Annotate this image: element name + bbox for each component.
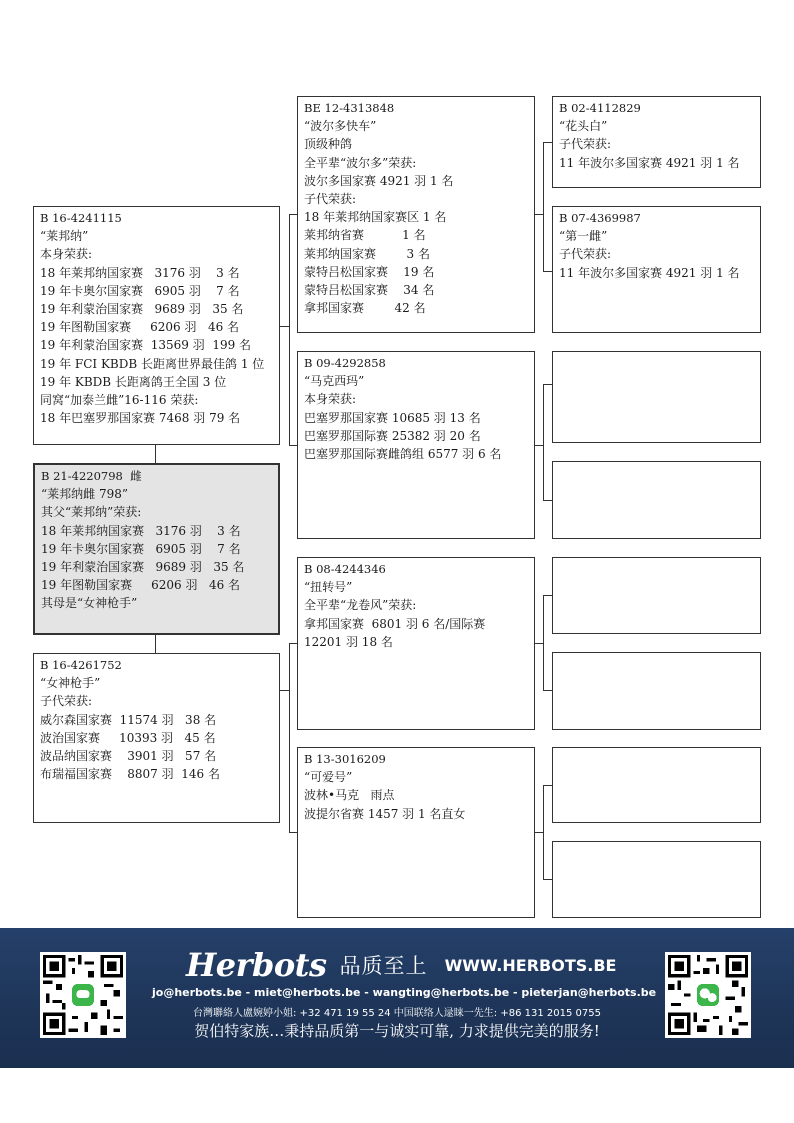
box-line: 19 年卡奥尔国家赛 6905 羽 7 名 [40,283,240,298]
box-line: B 16-4261752 [40,658,122,672]
herbots-logo: Herbots [186,946,327,984]
connector-ss-vert [543,142,544,272]
box-line: BE 12-4313848 [304,101,395,115]
box-line: 子代荣获: [40,694,93,709]
box-line: 莱邦纳省赛 1 名 [304,228,426,243]
box-line: 子代荣获: [304,192,357,207]
box-line: “莱邦纳” [40,229,89,244]
box-line: 19 年图勒国家赛 6206 羽 46 名 [40,320,240,335]
box-line: 同窝“加泰兰雌”16-116 荣获: [40,393,199,408]
box-line: 11 年波尔多国家赛 4921 羽 1 名 [559,155,740,170]
pedigree-box-ss-dam [552,206,761,333]
box-line: 拿邦国家赛 6801 羽 6 名/国际赛 [304,616,486,631]
pedigree-box-empty [552,557,761,634]
pedigree-box-empty [552,351,761,443]
pedigree-box-subject [33,463,280,635]
pedigree-box-empty [552,652,761,730]
box-line: 19 年图勒国家赛 6206 羽 46 名 [41,578,241,593]
box-line: “马克西玛” [304,374,365,389]
box-line: 19 年利蒙治国家赛 9689 羽 35 名 [40,302,244,317]
footer-tagline: 贺伯特家族…秉持品质第一与诚实可靠, 力求提供完美的服务! [194,1022,600,1040]
box-line: 莱邦纳国家赛 3 名 [304,246,430,261]
box-line: 波林•马克 雨点 [304,788,395,803]
box-line: 布瑞福国家赛 8807 羽 146 名 [40,767,220,782]
box-line: 18 年莱邦纳国家赛区 1 名 [304,210,447,225]
box-line: B 08-4244346 [304,562,386,576]
box-line: B 21-4220798 雌 [41,469,142,483]
box-line: 波提尔省赛 1457 羽 1 名直女 [304,806,466,821]
box-line: “莱邦纳雌 798” [41,487,128,502]
box-line: 19 年利蒙治国家赛 9689 羽 35 名 [41,560,245,575]
connector-sire-vert [289,214,290,446]
box-line: 拿邦国家赛 42 名 [304,301,426,316]
box-line: 顶级种鸽 [304,137,353,152]
pedigree-box-dam [33,653,280,823]
box-line: 巴塞罗那国家赛 10685 羽 13 名 [304,410,481,425]
box-line: 12201 羽 18 名 [304,634,393,649]
box-line: B 02-4112829 [559,101,641,115]
connector-dam-vert [289,643,290,833]
box-line: 巴塞罗那国际赛 25382 羽 20 名 [304,428,481,443]
box-line: “扭转号” [304,580,353,595]
box-line: B 16-4241115 [40,211,122,225]
connector-sd-vert [543,384,544,501]
box-line: 巴塞罗那国际赛雌鸽组 6577 羽 6 名 [304,447,502,462]
box-line: “女神枪手” [40,676,101,691]
box-line: 本身荣获: [304,392,357,407]
contact-phones: 台灣聯絡人盧婉婷小姐: +32 471 19 55 24 中国联络人逯睐一先生: +86 131 2015 0755 [193,1008,601,1019]
box-line: 19 年 KBDB 长距离鸽王全国 3 位 [40,374,227,389]
box-line: B 09-4292858 [304,356,386,370]
connector-ds-a [534,643,543,644]
box-line: B 07-4369987 [559,211,641,225]
box-line: 子代荣获: [559,137,612,152]
brand-row [186,946,616,984]
footer-band [0,928,794,1068]
website-link[interactable]: WWW.HERBOTS.BE [444,955,617,975]
box-line: 子代荣获: [559,247,612,262]
pedigree-box-sire-dam [297,351,535,539]
box-line: “可爱号” [304,770,353,785]
connector-sire-out [279,326,289,327]
connector-ds-vert [543,595,544,691]
pedigree-box-ss-sire [552,96,761,188]
pedigree-box-empty [552,747,761,823]
pedigree-box-empty [552,841,761,918]
box-line: 威尔森国家赛 11574 羽 38 名 [40,712,217,727]
wechat-qr-icon [665,952,751,1038]
box-line: “波尔多快车” [304,119,377,134]
box-line: 18 年莱邦纳国家赛 3176 羽 3 名 [40,265,240,280]
pedigree-box-empty [552,461,761,539]
box-line: 其父“莱邦纳”荣获: [41,505,142,520]
connector-dd-vert [543,785,544,880]
connector-dam-out [279,690,289,691]
box-line: “第一雌” [559,229,608,244]
line-app-qr-icon [40,952,126,1038]
connector-dd-a [534,832,543,833]
box-line: 19 年利蒙治国家赛 13569 羽 199 名 [40,338,252,353]
box-line: 11 年波尔多国家赛 4921 羽 1 名 [559,265,740,280]
connector-ss-a [534,214,543,215]
box-line: “花头白” [559,119,608,134]
box-line: 18 年莱邦纳国家赛 3176 羽 3 名 [41,523,241,538]
box-line: 18 年巴塞罗那国家赛 7468 羽 79 名 [40,411,241,426]
box-line: 波治国家赛 10393 羽 45 名 [40,730,216,745]
connector-sire-subject [155,444,156,463]
box-line: 其母是“女神枪手” [41,596,138,611]
box-line: 蒙特吕松国家赛 19 名 [304,264,435,279]
brand-slogan: 品质至上 [339,954,428,978]
pedigree-box-dam-dam [297,747,535,918]
box-line: 全平辈“龙卷风”荣获: [304,598,417,613]
box-line: 波品纳国家赛 3901 羽 57 名 [40,749,217,764]
box-line: B 13-3016209 [304,752,386,766]
box-line: 波尔多国家赛 4921 羽 1 名 [304,173,454,188]
box-line: 本身荣获: [40,247,93,262]
contact-emails[interactable]: jo@herbots.be - miet@herbots.be - wangting@herbots.be - pieterjan@herbots.be [152,986,657,999]
box-line: 蒙特吕松国家赛 34 名 [304,283,435,298]
connector-sd-a [534,445,543,446]
pedigree-box-dam-sire [297,557,535,730]
connector-subject-dam [155,634,156,653]
box-line: 19 年 FCI KBDB 长距离世界最佳鸽 1 位 [40,356,265,371]
pedigree-box-sire-sire [297,96,535,333]
box-line: 19 年卡奥尔国家赛 6905 羽 7 名 [41,541,241,556]
pedigree-box-sire [33,206,280,445]
box-line: 全平辈“波尔多”荣获: [304,155,417,170]
